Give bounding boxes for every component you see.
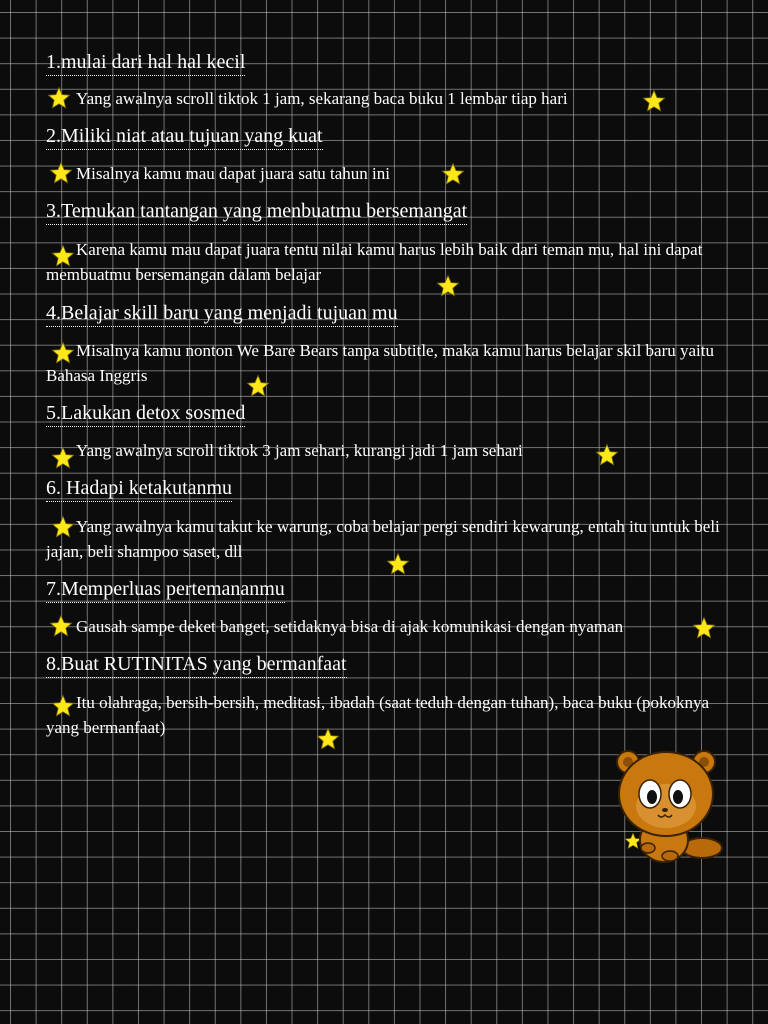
star-icon xyxy=(595,443,619,467)
hamster-mascot-icon xyxy=(606,744,730,868)
paragraph-8-text: Itu olahraga, bersih-bersih, meditasi, ibadah (saat teduh dengan tuhan), baca buku (pokoknya yang bermanfaat) xyxy=(46,693,710,737)
star-icon xyxy=(386,552,410,576)
paragraph-3-text: Karena kamu mau dapat juara tentu nilai kamu harus lebih baik dari teman mu, hal ini dapat membuatmu bersemangan dalam belajar xyxy=(46,240,703,284)
heading-7: 7.Memperluas pertemananmu xyxy=(46,577,285,603)
star-icon xyxy=(246,374,270,398)
star-icon xyxy=(51,244,75,268)
heading-8: 8.Buat RUTINITAS yang bermanfaat xyxy=(46,652,347,678)
star-icon xyxy=(51,515,75,539)
paragraph-2 xyxy=(46,161,726,186)
paragraph-5-text: Yang awalnya scroll tiktok 3 jam sehari, kurangi jadi 1 jam sehari xyxy=(76,441,523,460)
paragraph-1 xyxy=(46,86,726,111)
paragraph-7 xyxy=(46,614,726,639)
star-icon xyxy=(642,89,666,113)
star-icon xyxy=(316,727,340,751)
star-icon xyxy=(49,161,73,185)
star-icon xyxy=(49,614,73,638)
star-icon xyxy=(47,86,71,110)
star-icon xyxy=(692,616,716,640)
paragraph-8 xyxy=(46,690,726,740)
star-icon xyxy=(441,162,465,186)
heading-1: 1.mulai dari hal hal kecil xyxy=(46,50,245,76)
paragraph-5 xyxy=(46,438,726,463)
paragraph-1-text: Yang awalnya scroll tiktok 1 jam, sekarang baca buku 1 lembar tiap hari xyxy=(76,89,568,108)
paragraph-6-text: Yang awalnya kamu takut ke warung, coba belajar pergi sendiri kewarung, entah itu untuk beli jajan, beli shampoo saset, dll xyxy=(46,517,720,561)
paragraph-4-text: Misalnya kamu nonton We Bare Bears tanpa subtitle, maka kamu harus belajar skil baru yaitu Bahasa Inggris xyxy=(46,341,715,385)
star-icon xyxy=(51,341,75,365)
star-icon xyxy=(436,274,460,298)
heading-5: 5.Lakukan detox sosmed xyxy=(46,401,245,427)
star-icon xyxy=(51,694,75,718)
paragraph-2-text: Misalnya kamu mau dapat juara satu tahun ini xyxy=(76,164,390,183)
paragraph-3 xyxy=(46,237,726,287)
heading-3: 3.Temukan tantangan yang menbuatmu bersemangat xyxy=(46,199,467,225)
star-icon xyxy=(51,446,75,470)
paragraph-7-text: Gausah sampe deket banget, setidaknya bisa di ajak komunikasi dengan nyaman xyxy=(76,617,624,636)
heading-6: 6. Hadapi ketakutanmu xyxy=(46,476,232,502)
heading-4: 4.Belajar skill baru yang menjadi tujuan mu xyxy=(46,301,398,327)
paragraph-4 xyxy=(46,338,726,388)
heading-2: 2.Miliki niat atau tujuan yang kuat xyxy=(46,124,323,150)
